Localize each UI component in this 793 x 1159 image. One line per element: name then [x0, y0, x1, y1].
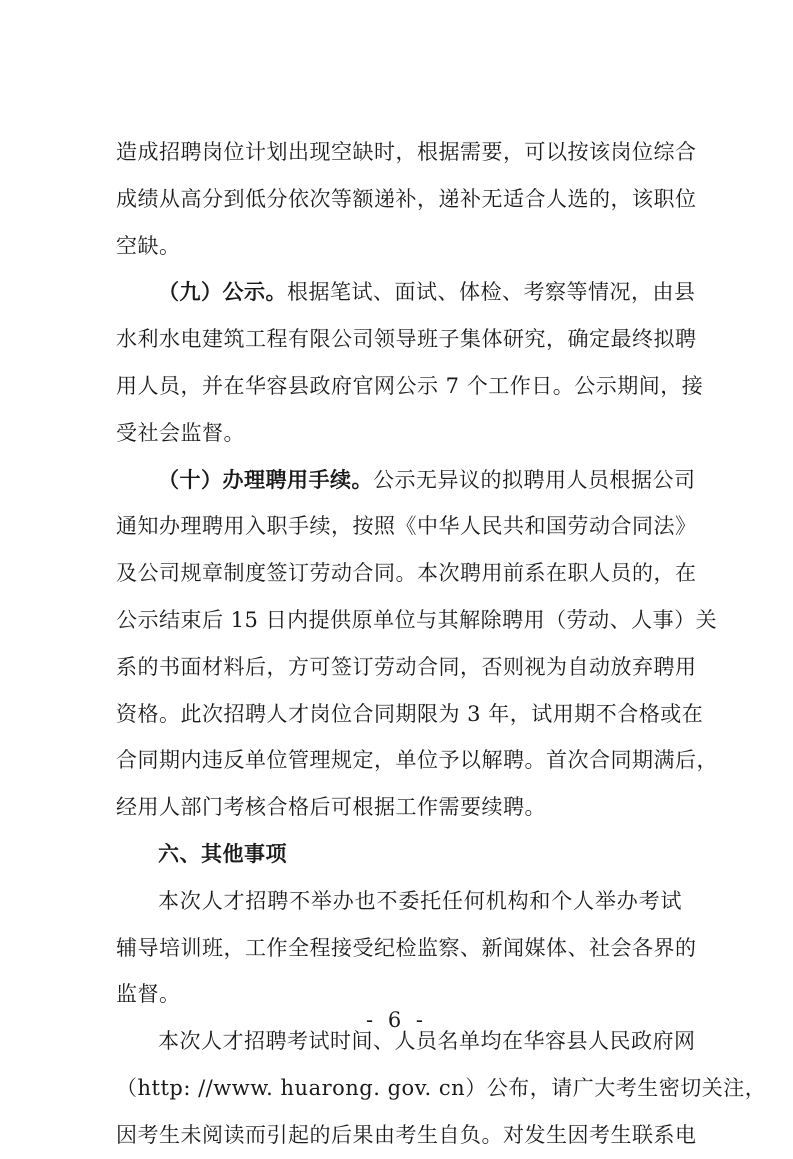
- section-nine-first-line: [116, 269, 696, 316]
- body-line: 经用人部门考核合格后可根据工作需要续聘。: [116, 795, 546, 820]
- body-line: 资格。此次招聘人才岗位合同期限为 3 年，试用期不合格或在: [116, 701, 704, 726]
- section-six-heading: 六、其他事项: [158, 840, 287, 866]
- body-line: 本次人才招聘考试时间、人员名单均在华容县人民政府网: [158, 1029, 696, 1054]
- body-line: 水利水电建筑工程有限公司领导班子集体研究，确定最终拟聘: [116, 327, 697, 352]
- body-line: 本次人才招聘不举办也不委托任何机构和个人举办考试: [158, 888, 682, 913]
- body-text: 根据笔试、面试、体检、考察等情况，由县: [287, 280, 696, 305]
- section-nine-heading: （九）公示。: [158, 279, 287, 305]
- body-line: 合同期内违反单位管理规定，单位予以解聘。首次合同期满后，: [116, 748, 718, 773]
- body-line: 辅导培训班，工作全程接受纪检监察、新闻媒体、社会各界的: [116, 935, 697, 960]
- body-line: 造成招聘岗位计划出现空缺时，根据需要，可以按该岗位综合: [116, 140, 697, 164]
- body-line: 公示结束后 15 日内提供原单位与其解除聘用（劳动、人事）关: [116, 607, 718, 632]
- body-line: 受社会监督。: [116, 420, 245, 445]
- page-number: - 6 -: [366, 1008, 427, 1032]
- body-line: 用人员，并在华容县政府官网公示 7 个工作日。公示期间，接: [116, 373, 704, 398]
- body-text: 公示无异议的拟聘用人员根据公司: [373, 467, 696, 492]
- document-body: [116, 129, 767, 1159]
- body-line: 系的书面材料后，方可签订劳动合同，否则视为自动放弃聘用: [116, 654, 697, 679]
- section-ten-heading: （十）办理聘用手续。: [158, 466, 373, 492]
- body-line-with-url: （http: //www. huarong. gov. cn）公布，请广大考生密切关注，: [116, 1075, 767, 1100]
- body-line: 成绩从高分到低分依次等额递补，递补无适合人选的，该职位: [116, 186, 697, 211]
- section-ten-first-line: [116, 457, 696, 504]
- body-line: 监督。: [116, 982, 181, 1007]
- body-line: 通知办理聘用入职手续，按照《中华人民共和国劳动合同法》: [116, 514, 697, 539]
- body-line: 因考生未阅读而引起的后果由考生自负。对发生因考生联系电: [116, 1122, 697, 1147]
- body-line: 空缺。: [116, 233, 181, 258]
- body-line: 及公司规章制度签订劳动合同。本次聘用前系在职人员的，在: [116, 561, 697, 586]
